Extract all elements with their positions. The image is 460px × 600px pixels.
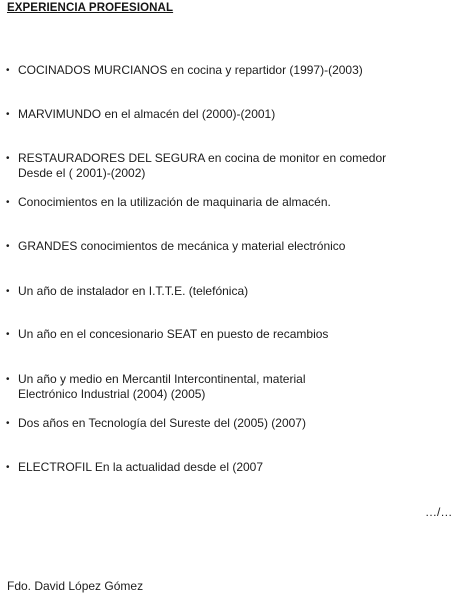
experience-item-6 [6,284,446,299]
bullet-icon: • [6,197,10,208]
bullet-icon: • [6,374,10,385]
continuation-mark: …/… [425,505,453,519]
experience-text: COCINADOS MURCIANOS en cocina y repartidor (1997)-(2003) [18,63,363,77]
experience-item-1 [6,63,446,78]
experience-item-10 [6,460,446,475]
bullet-icon: • [6,418,10,429]
experience-text: GRANDES conocimientos de mecánica y material electrónico [18,239,346,253]
experience-text: ELECTROFIL En la actualidad desde el (2007 [18,460,264,474]
experience-text: Un año en el concesionario SEAT en puesto de recambios [18,327,329,341]
experience-text: Conocimientos en la utilización de maquinaria de almacén. [18,195,331,209]
experience-item-8 [6,372,446,402]
experience-item-5 [6,239,446,254]
bullet-icon: • [6,241,10,252]
experience-item-9 [6,416,446,431]
bullet-icon: • [6,286,10,297]
experience-item-7 [6,327,446,342]
experience-text-continued: Electrónico Industrial (2004) (2005) [18,387,206,401]
experience-item-3 [6,151,446,181]
experience-item-2 [6,107,446,122]
bullet-icon: • [6,65,10,76]
experience-text: MARVIMUNDO en el almacén del (2000)-(2001) [18,107,276,121]
section-heading: EXPERIENCIA PROFESIONAL [7,2,174,14]
bullet-icon: • [6,329,10,340]
experience-text-continued: Desde el ( 2001)-(2002) [18,166,146,180]
experience-text: RESTAURADORES DEL SEGURA en cocina de monitor en comedor [18,151,387,165]
bullet-icon: • [6,153,10,164]
experience-text: Dos años en Tecnología del Sureste del (2005) (2007) [18,416,306,430]
signature-line: Fdo. David López Gómez [7,579,144,593]
experience-item-4 [6,195,446,210]
experience-text: Un año de instalador en I.T.T.E. (telefónica) [18,284,249,298]
experience-text: Un año y medio en Mercantil Intercontinental, material [18,372,306,386]
bullet-icon: • [6,462,10,473]
bullet-icon: • [6,109,10,120]
